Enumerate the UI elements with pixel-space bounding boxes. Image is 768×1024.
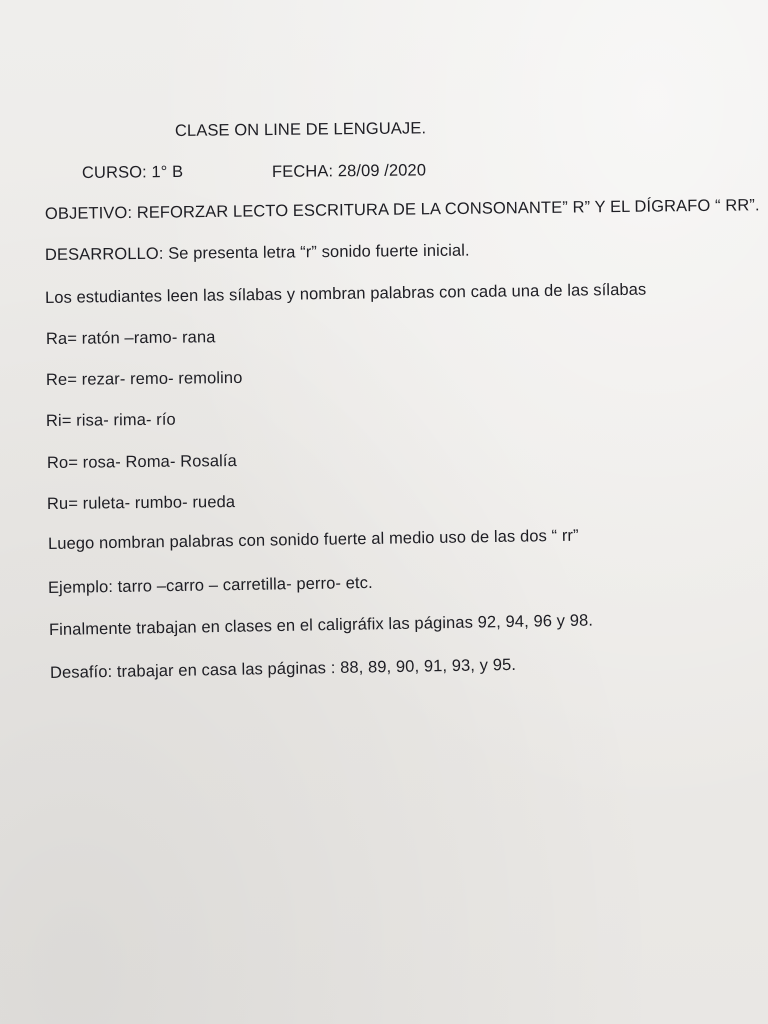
- middle-sound-text: Luego nombran palabras con sonido fuerte al medio uso de las dos “ rr”: [47, 526, 579, 553]
- final-text: Finalmente trabajan en clases en el caligráfix las páginas 92, 94, 96 y 98.: [48, 611, 594, 639]
- date-label: FECHA: 28/09 /2020: [271, 161, 427, 181]
- syllable-line-ru: Ru= ruleta- rumbo- rueda: [46, 493, 236, 513]
- syllable-line-ri: Ri= risa- rima- río: [45, 410, 176, 430]
- syllable-line-re: Re= rezar- remo- remolino: [45, 368, 243, 389]
- syllable-line-ra: Ra= ratón –ramo- rana: [45, 328, 216, 348]
- instructions-text: Los estudiantes leen las sílabas y nombran palabras con cada una de las sílabas: [44, 280, 647, 307]
- syllable-line-ro: Ro= rosa- Roma- Rosalía: [46, 452, 237, 472]
- course-label: CURSO: 1° B: [81, 162, 184, 182]
- challenge-text: Desafío: trabajar en casa las páginas : 88, 89, 90, 91, 93, y 95.: [49, 655, 517, 682]
- development-text: DESARROLLO: Se presenta letra “r” sonido fuerte inicial.: [44, 241, 470, 264]
- document-title: CLASE ON LINE DE LENGUAJE.: [174, 119, 427, 140]
- example-text: Ejemplo: tarro –carro – carretilla- perro- etc.: [47, 573, 373, 597]
- objective-text: OBJETIVO: REFORZAR LECTO ESCRITURA DE LA CONSONANTE” R” Y EL DÍGRAFO “ RR”.: [44, 196, 760, 223]
